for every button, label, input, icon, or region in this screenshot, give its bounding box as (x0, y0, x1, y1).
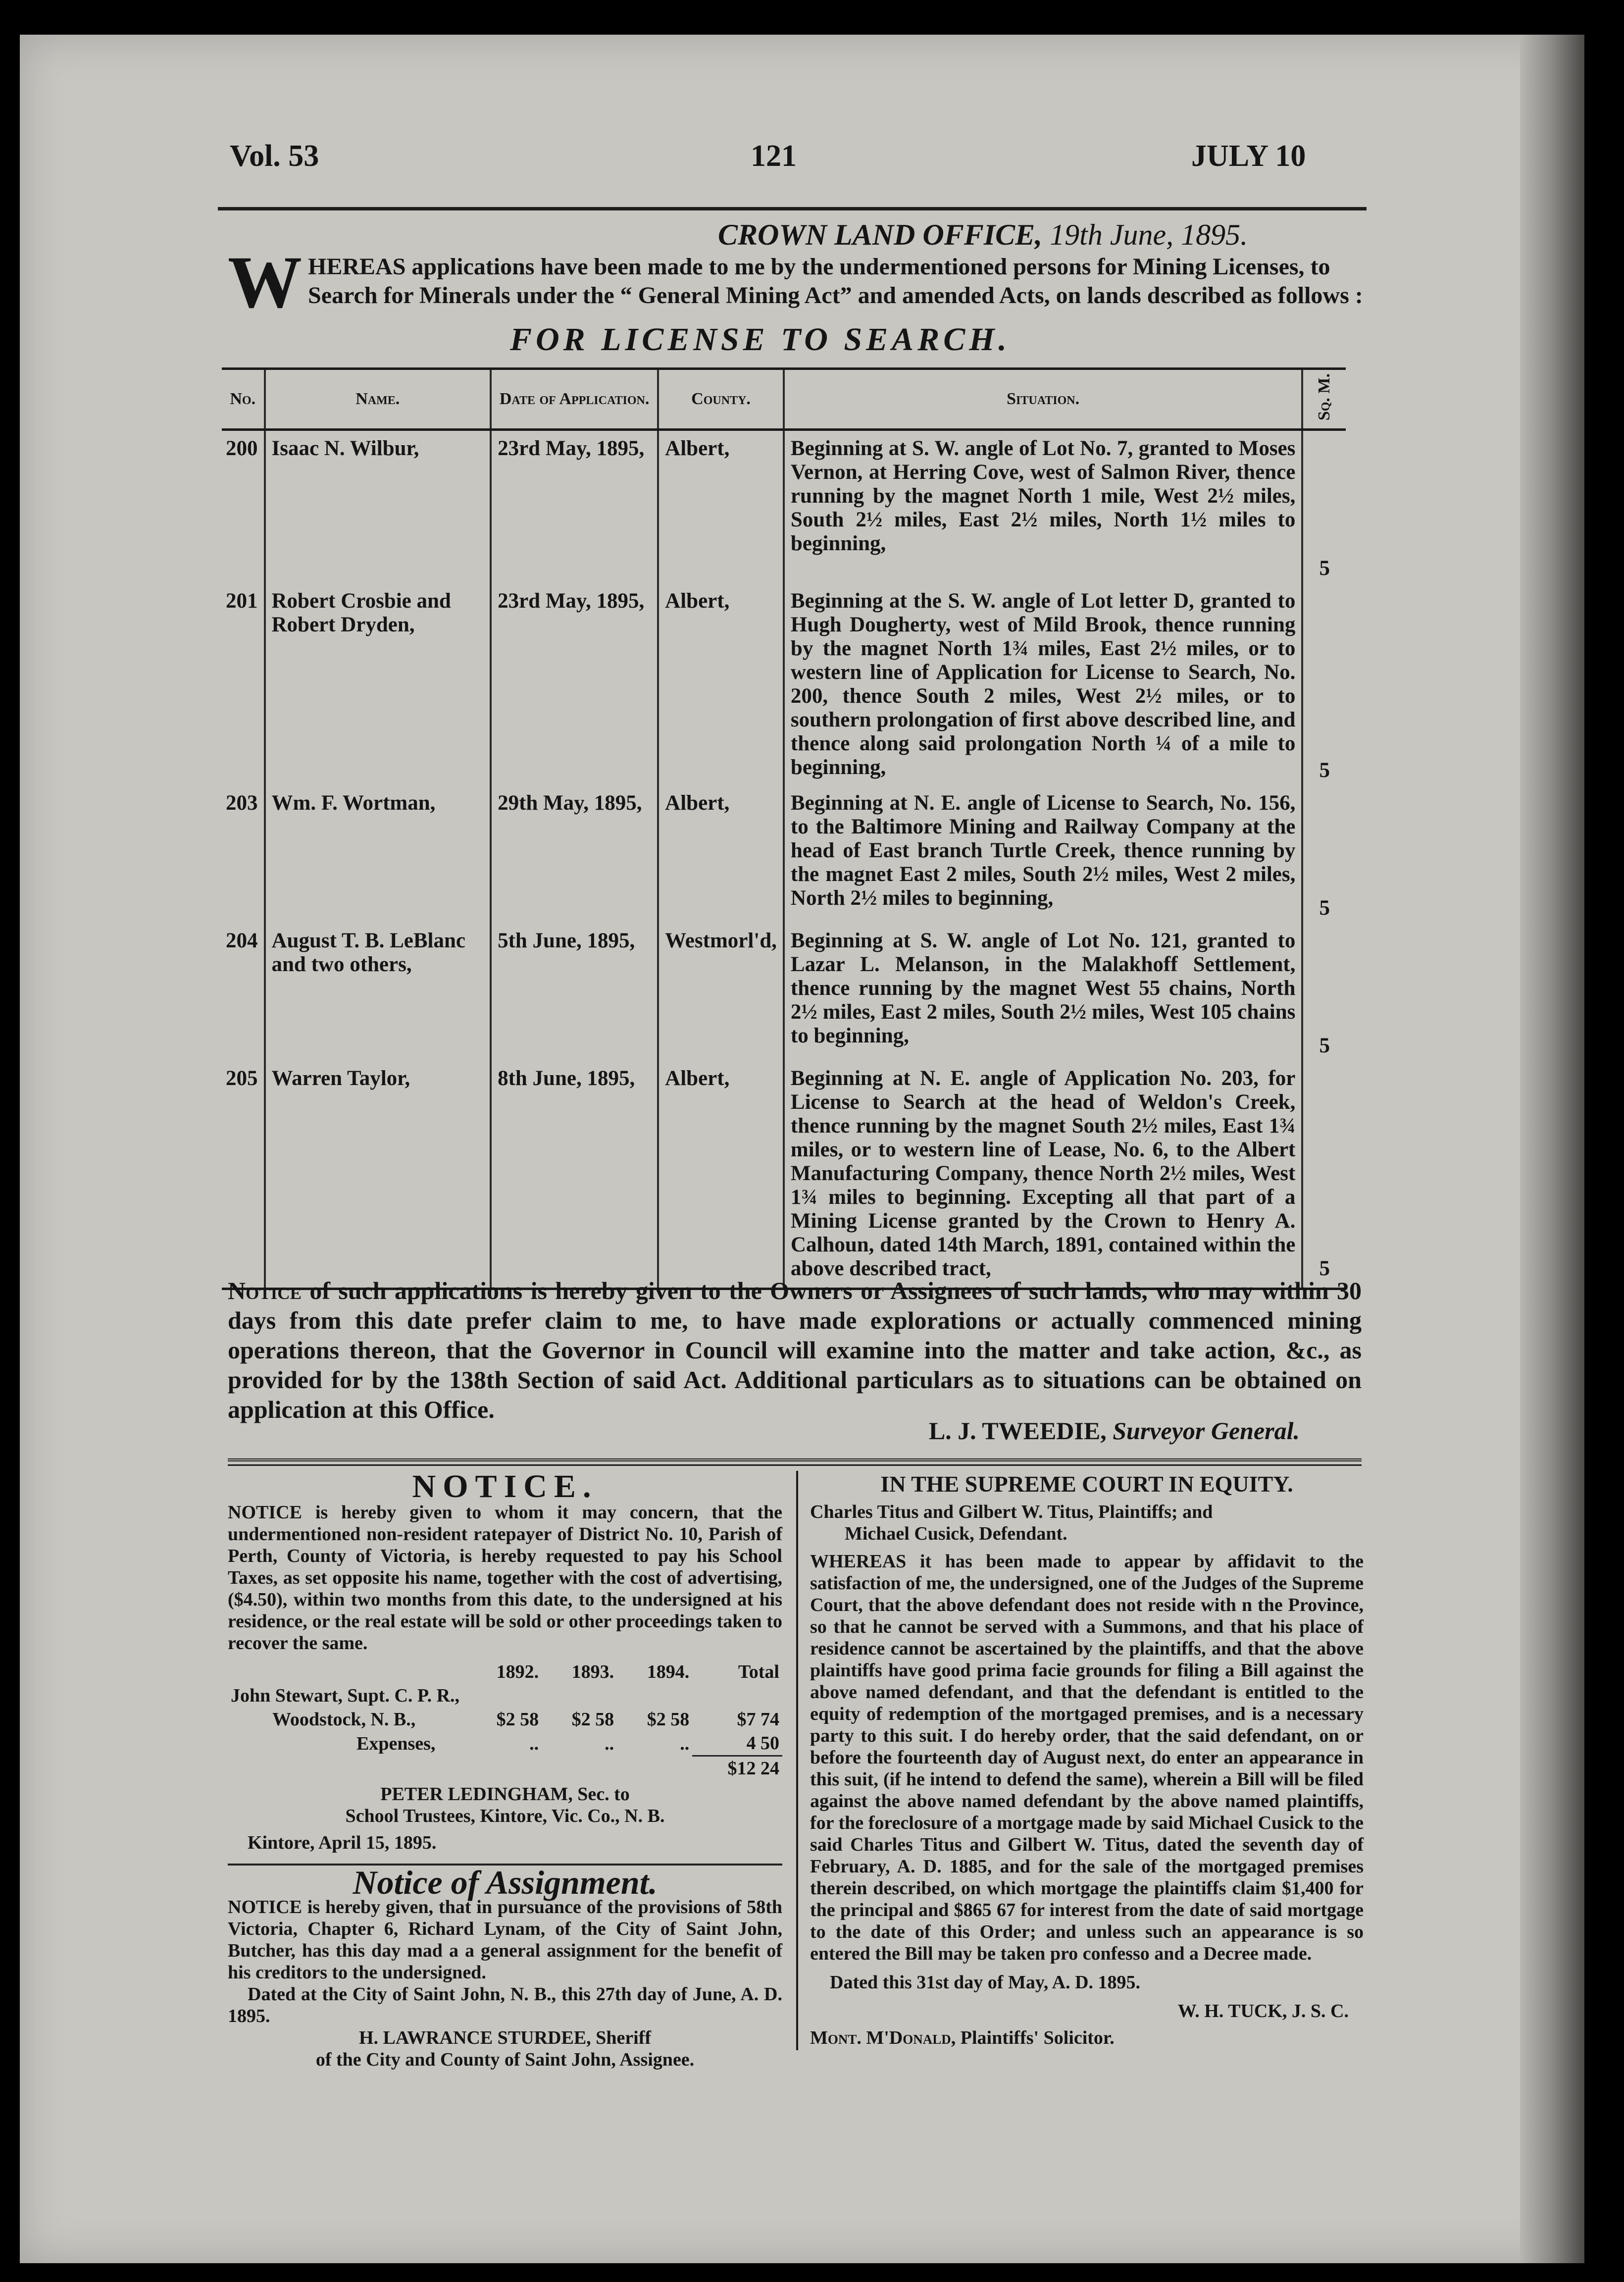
tax-cell (466, 1684, 542, 1708)
license-title: FOR LICENSE TO SEARCH. (510, 321, 1011, 358)
col-header-sqm (1302, 369, 1346, 430)
assignment-body: NOTICE is hereby given, that in pursuance of the provisions of 58th Victoria, Chapter 6, Richard Lynam, of the City of Saint John, Butcher, has this day mad a a general assignment for the benefit of his creditors to the undersigned. (228, 1897, 782, 1983)
court-body: WHEREAS it has been made to appear by affidavit to the satisfaction of me, the undersigned, one of the Judges of the Supreme Court, that the above defendant does not reside with n the Province, so that he cannot be served with a Summons, and that his place of residence cannot be ascertained by the plaintiffs, and that the above plaintiffs have good prima facie grounds for filing a Bill against the above named defendant, and that the defendant is entitled to the equity of redemption of the mortgaged premises, and is a necessary party to this suit. I do hereby order, that the said defendant, on or before the fourteenth day of August next, do enter an appearance in this suit, (if he intend to defend the same), wherein a Bill will be filed against the above named defendant by the above named plaintiffs, for the foreclosure of a mortgage made by said Michael Cusick to the said Charles Titus and Gilbert W. Titus, dated the seventh day of February, A. D. 1885, and for the sale of the mortgaged premises therein described, on which mortgage the plaintiffs claim $1,400 for the principal and $865 67 for interest from the date of said mortgage to the date of this Order; and unless such an appearance is so entered the Bill may be taken pro confesso and a Decree made. (810, 1551, 1364, 1964)
col-header-situation: Situation. (784, 369, 1302, 430)
left-column (228, 1468, 782, 2071)
notice-paragraph (228, 1276, 1362, 1424)
assignment-signer-1: H. LAWRANCE STURDEE, Sheriff (358, 2027, 652, 2048)
office-date: 19th June, 1895. (1050, 218, 1248, 251)
tax-cell: .. (680, 1733, 690, 1754)
school-notice-heading: NOTICE. (412, 1468, 598, 1504)
app-no: 205 (222, 1061, 265, 1289)
office-dateline (718, 218, 1248, 252)
court-judge: W. H. TUCK, J. S. C. (1177, 2001, 1349, 2022)
tax-cell (617, 1684, 692, 1708)
app-situation: Beginning at N. E. angle of License to Search, No. 156, to the Baltimore Mining and Railway Company at the head of East branch Turtle Creek, thence running by the magnet East 2 miles, South 2½ miles, West 2 miles, North 2½ miles to beginning, (784, 785, 1302, 923)
tax-row (228, 1731, 782, 1756)
school-signer-2: School Trustees, Kintore, Vic. Co., N. B. (345, 1806, 665, 1826)
tax-cell: $2 58 (647, 1709, 690, 1730)
solicitor-name: Mont. M'Donald, (810, 2027, 956, 2048)
tax-cell (542, 1756, 617, 1781)
signature-name: L. J. TWEEDIE, (928, 1417, 1107, 1445)
app-area: 5 (1302, 923, 1346, 1061)
tax-total-header: Total (738, 1661, 779, 1682)
table-row (222, 583, 1346, 785)
tax-header-row (228, 1660, 782, 1684)
right-column (810, 1473, 1364, 2049)
tax-cell: .. (605, 1733, 614, 1754)
school-place-date: Kintore, April 15, 1895. (248, 1832, 437, 1853)
tax-total-row (228, 1756, 782, 1781)
notice-lead: Notice (228, 1277, 302, 1304)
app-situation: Beginning at N. E. angle of Application No. 203, for License to Search at the head of Weldon's Creek, thence running by the magnet South 2½ miles, East 1¾ miles, or to western line of Lease, No. 6, to the Albert Manufacturing Company, thence North 2½ miles, West 1¾ miles to beginning. Excepting all that part of a Mining License granted by the Crown to Henry A. Calhoun, dated 14th March, 1891, contained within the above described tract, (784, 1061, 1302, 1289)
office-name: CROWN LAND OFFICE, (718, 218, 1043, 251)
notice-text: of such applications is hereby given to the Owners or Assignees of such lands, who may within 30 days from this date prefer claim to me, to have made explorations or actually commenced mining operations thereon, that the Governor in Council will examine into the matter and take action, &c., as provided for by the 138th Section of said Act. Additional particulars as to situations can be obtained on application at this Office. (228, 1277, 1362, 1423)
tax-grand-total: $12 24 (727, 1758, 779, 1779)
newspaper-page (20, 35, 1584, 2263)
app-name: Isaac N. Wilbur, (265, 430, 491, 583)
whereas-text: HEREAS applications have been made to me by the undermentioned persons for Mining Licenses, to Search for Minerals under the “ General Mining Act” and amended Acts, on lands described as follows : (308, 254, 1363, 309)
tax-label: John Stewart, Supt. C. P. R., (231, 1685, 460, 1706)
table-header-row (222, 369, 1346, 430)
app-county: Albert, (658, 430, 784, 583)
app-name: Wm. F. Wortman, (265, 785, 491, 923)
tax-cell (617, 1756, 692, 1781)
table-row (222, 1061, 1346, 1289)
app-area: 5 (1302, 583, 1346, 785)
volume-label: Vol. 53 (230, 139, 319, 173)
app-no: 200 (226, 437, 258, 460)
app-county: Albert, (658, 785, 784, 923)
court-parties-2: Michael Cusick, Defendant. (845, 1523, 1067, 1544)
tax-cell: 4 50 (692, 1731, 782, 1756)
app-date: 23rd May, 1895, (491, 583, 658, 785)
tax-year: 1894. (647, 1661, 690, 1682)
school-notice-body: NOTICE is hereby given to whom it may concern, that the undermentioned non-resident ratepayer of District No. 10, Parish of Perth, County of Victoria, is hereby requested to pay his School Taxes, as set opposite his name, together with the cost of advertising, ($4.50), within two months from this date, to the undersigned at his residence, or the real estate will be sold or other proceedings taken to recover the same. (228, 1502, 782, 1654)
app-area: 5 (1302, 1061, 1346, 1289)
app-county: Westmorl'd, (658, 923, 784, 1061)
page-number: 121 (751, 139, 797, 173)
app-situation: Beginning at the S. W. angle of Lot letter D, granted to Hugh Dougherty, west of Mild Brook, thence running by the magnet North 1¾ miles, East 2½ miles, or to western line of Application for License to Search, No. 200, thence South 2 miles, West 2½ miles, or to southern prolongation of first above described line, and thence along said prolongation North ¼ of a mile to beginning, (784, 583, 1302, 785)
tax-cell: $2 58 (571, 1709, 614, 1730)
app-situation: Beginning at S. W. angle of Lot No. 121, granted to Lazar L. Melanson, in the Malakhoff Settlement, thence running by the magnet West 55 chains, North 2½ miles, East 2 miles, South 2½ miles, West 105 chains to beginning, (784, 923, 1302, 1061)
app-no: 201 (226, 589, 258, 613)
app-county: Albert, (658, 583, 784, 785)
table-row (222, 430, 1346, 583)
court-heading: IN THE SUPREME COURT IN EQUITY. (880, 1471, 1293, 1497)
app-date: 23rd May, 1895, (491, 430, 658, 583)
tax-cell (542, 1684, 617, 1708)
app-area: 5 (1302, 430, 1346, 583)
tax-label: Woodstock, N. B., (272, 1709, 416, 1730)
column-divider (796, 1471, 798, 2050)
tax-label: Expenses, (356, 1733, 436, 1754)
assignment-heading: Notice of Assignment. (228, 1864, 782, 1893)
tax-cell (466, 1756, 542, 1781)
tax-label (228, 1756, 466, 1781)
assignment-dated: Dated at the City of Saint John, N. B., this 27th day of June, A. D. 1895. (228, 1984, 782, 2026)
assignment-signer-2: of the City and County of Saint John, Assignee. (315, 2049, 695, 2070)
tax-table (228, 1660, 782, 1780)
solicitor-role: Plaintiffs' Solicitor. (956, 2027, 1115, 2048)
surveyor-signature (929, 1416, 1300, 1445)
sqm-label: Sq. M. (1315, 373, 1334, 421)
app-no: 203 (226, 791, 258, 815)
tax-row (228, 1684, 782, 1708)
col-header-county: County. (658, 369, 784, 430)
tax-cell (692, 1684, 782, 1708)
tax-cell: $2 58 (496, 1709, 539, 1730)
issue-date: JULY 10 (1191, 139, 1306, 173)
court-dated: Dated this 31st day of May, A. D. 1895. (830, 1972, 1141, 1993)
app-no: 204 (226, 929, 258, 952)
tax-year: 1892. (496, 1661, 539, 1682)
app-date: 5th June, 1895, (491, 923, 658, 1061)
section-rule (228, 1458, 1362, 1466)
col-header-name: Name. (265, 369, 491, 430)
court-solicitor (810, 2027, 1364, 2049)
app-date: 8th June, 1895, (491, 1061, 658, 1289)
app-name: August T. B. LeBlanc and two others, (265, 923, 491, 1061)
app-date: 29th May, 1895, (491, 785, 658, 923)
tax-cell: .. (529, 1733, 539, 1754)
school-signer-1: PETER LEDINGHAM, Sec. to (380, 1784, 630, 1805)
signature-title: Surveyor General. (1113, 1417, 1300, 1445)
app-situation: Beginning at S. W. angle of Lot No. 7, granted to Moses Vernon, at Herring Cove, west of Salmon River, thence running by the magnet North 1 mile, West 2½ miles, South 2½ miles, East 2½ miles, North 1½ miles to beginning, (784, 430, 1302, 583)
app-county: Albert, (658, 1061, 784, 1289)
col-header-no: No. (222, 369, 265, 430)
drop-cap: W (228, 241, 302, 323)
col-header-date: Date of Application. (491, 369, 658, 430)
book-spine (1520, 35, 1584, 2263)
applications-table (222, 367, 1346, 1290)
court-parties-1: Charles Titus and Gilbert W. Titus, Plaintiffs; and (810, 1502, 1213, 1522)
app-name: Warren Taylor, (265, 1061, 491, 1289)
table-row (222, 923, 1346, 1061)
tax-cell: $7 74 (737, 1709, 779, 1730)
tax-year: 1893. (571, 1661, 614, 1682)
whereas-paragraph (228, 241, 1371, 323)
tax-row (228, 1708, 782, 1731)
app-name: Robert Crosbie and Robert Dryden, (265, 583, 491, 785)
table-row (222, 785, 1346, 923)
header-rule (218, 207, 1367, 210)
app-area: 5 (1302, 785, 1346, 923)
